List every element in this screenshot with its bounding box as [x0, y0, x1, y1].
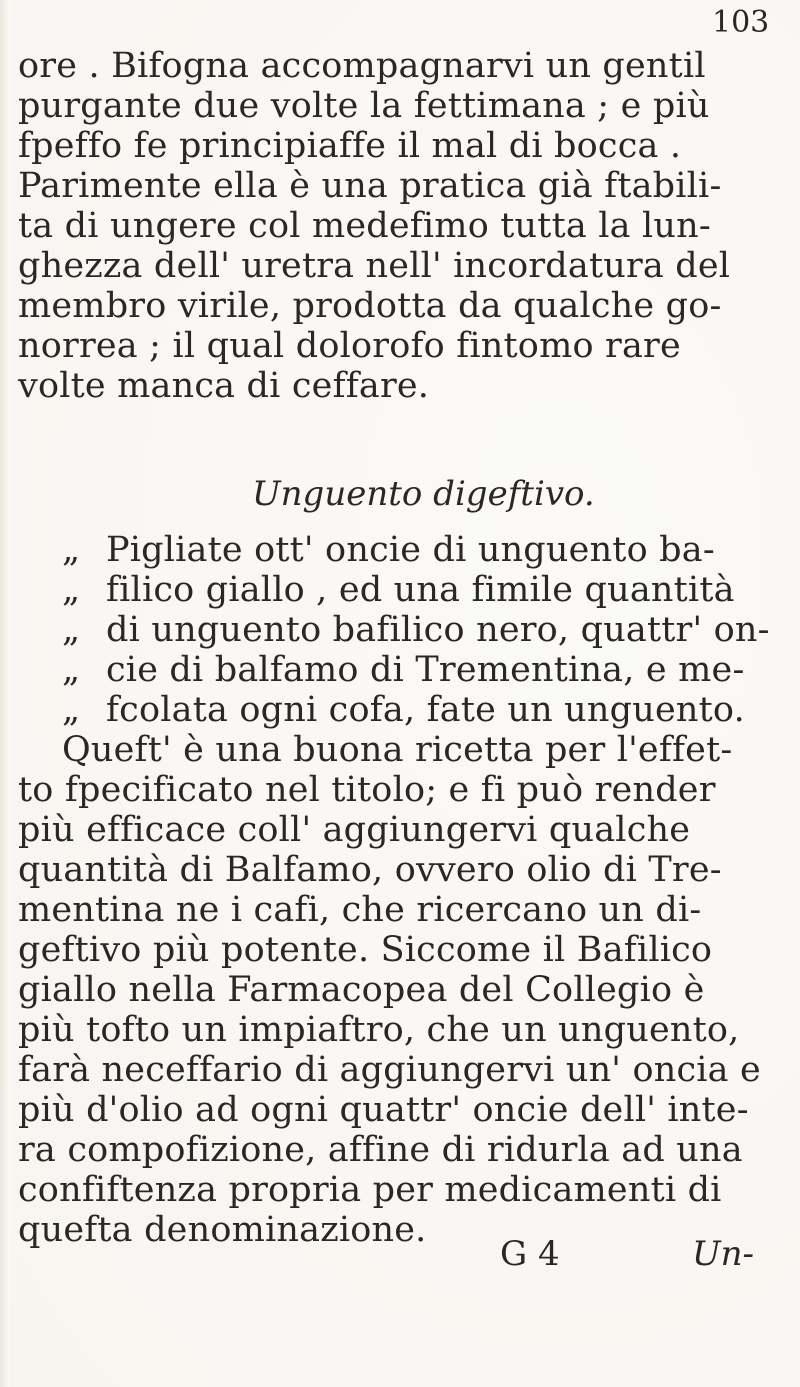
quote-mark: „	[62, 570, 81, 610]
recipe-text: Pigliate ott' oncie di unguento ba-	[106, 530, 715, 570]
text-line: norrea ; il qual dolorofo fintomo rare	[18, 326, 681, 366]
recipe-line	[62, 650, 744, 690]
text-line: giallo nella Farmacopea del Collegio è	[18, 970, 705, 1010]
text-line: ghezza dell' uretra nell' incordatura del	[18, 246, 731, 286]
text-line: più efficace coll' aggiungervi qualche	[18, 810, 691, 850]
text-line: ta di ungere col medefimo tutta la lun-	[18, 206, 711, 246]
text-line: più tofto un impiaftro, che un unguento,	[18, 1010, 740, 1050]
text-line: farà neceffario di aggiungervi un' oncia e	[18, 1050, 761, 1090]
catchword: Un-	[692, 1234, 755, 1274]
text-line: purgante due volte la fettimana ; e più	[18, 86, 710, 126]
recipe-text: filico giallo , ed una fimile quantità	[106, 570, 735, 610]
page-gutter	[0, 0, 10, 1387]
text-line: più d'olio ad ogni quattr' oncie dell' inte-	[18, 1090, 749, 1130]
text-line: fpeffo fe principiaffe il mal di bocca .	[18, 126, 682, 166]
recipe-line	[62, 570, 735, 610]
page-number: 103	[712, 5, 770, 40]
text-line: mentina ne i cafi, che ricercano un di-	[18, 890, 702, 930]
text-line: volte manca di ceffare.	[18, 366, 430, 406]
quote-mark: „	[62, 610, 81, 650]
signature-mark: G 4	[500, 1234, 560, 1274]
text-line: geftivo più potente. Siccome il Bafilico	[18, 930, 713, 970]
text-line: quantità di Balfamo, ovvero olio di Tre-	[18, 850, 722, 890]
text-line: to fpecificato nel titolo; e fi può render	[18, 770, 716, 810]
recipe-line	[62, 690, 745, 730]
section-heading: Unguento digeftivo.	[252, 474, 595, 514]
quote-mark: „	[62, 690, 81, 730]
text-line: confiftenza propria per medicamenti di	[18, 1170, 722, 1210]
recipe-text: di unguento bafilico nero, quattr' on-	[106, 610, 770, 650]
text-line: ore . Bifogna accompagnarvi un gentil	[18, 46, 706, 86]
text-line: quefta denominazione.	[18, 1210, 427, 1250]
recipe-line	[62, 530, 715, 570]
quote-mark: „	[62, 650, 81, 690]
recipe-text: cie di balfamo di Trementina, e me-	[106, 650, 745, 690]
recipe-line	[62, 610, 770, 650]
recipe-text: fcolata ogni cofa, fate un unguento.	[106, 690, 745, 730]
text-line: Queft' è una buona ricetta per l'effet-	[62, 730, 733, 770]
text-line: ra compofizione, affine di ridurla ad una	[18, 1130, 743, 1170]
text-line: membro virile, prodotta da qualche go-	[18, 286, 722, 326]
quote-mark: „	[62, 530, 81, 570]
text-line: Parimente ella è una pratica già ftabili-	[18, 166, 722, 206]
